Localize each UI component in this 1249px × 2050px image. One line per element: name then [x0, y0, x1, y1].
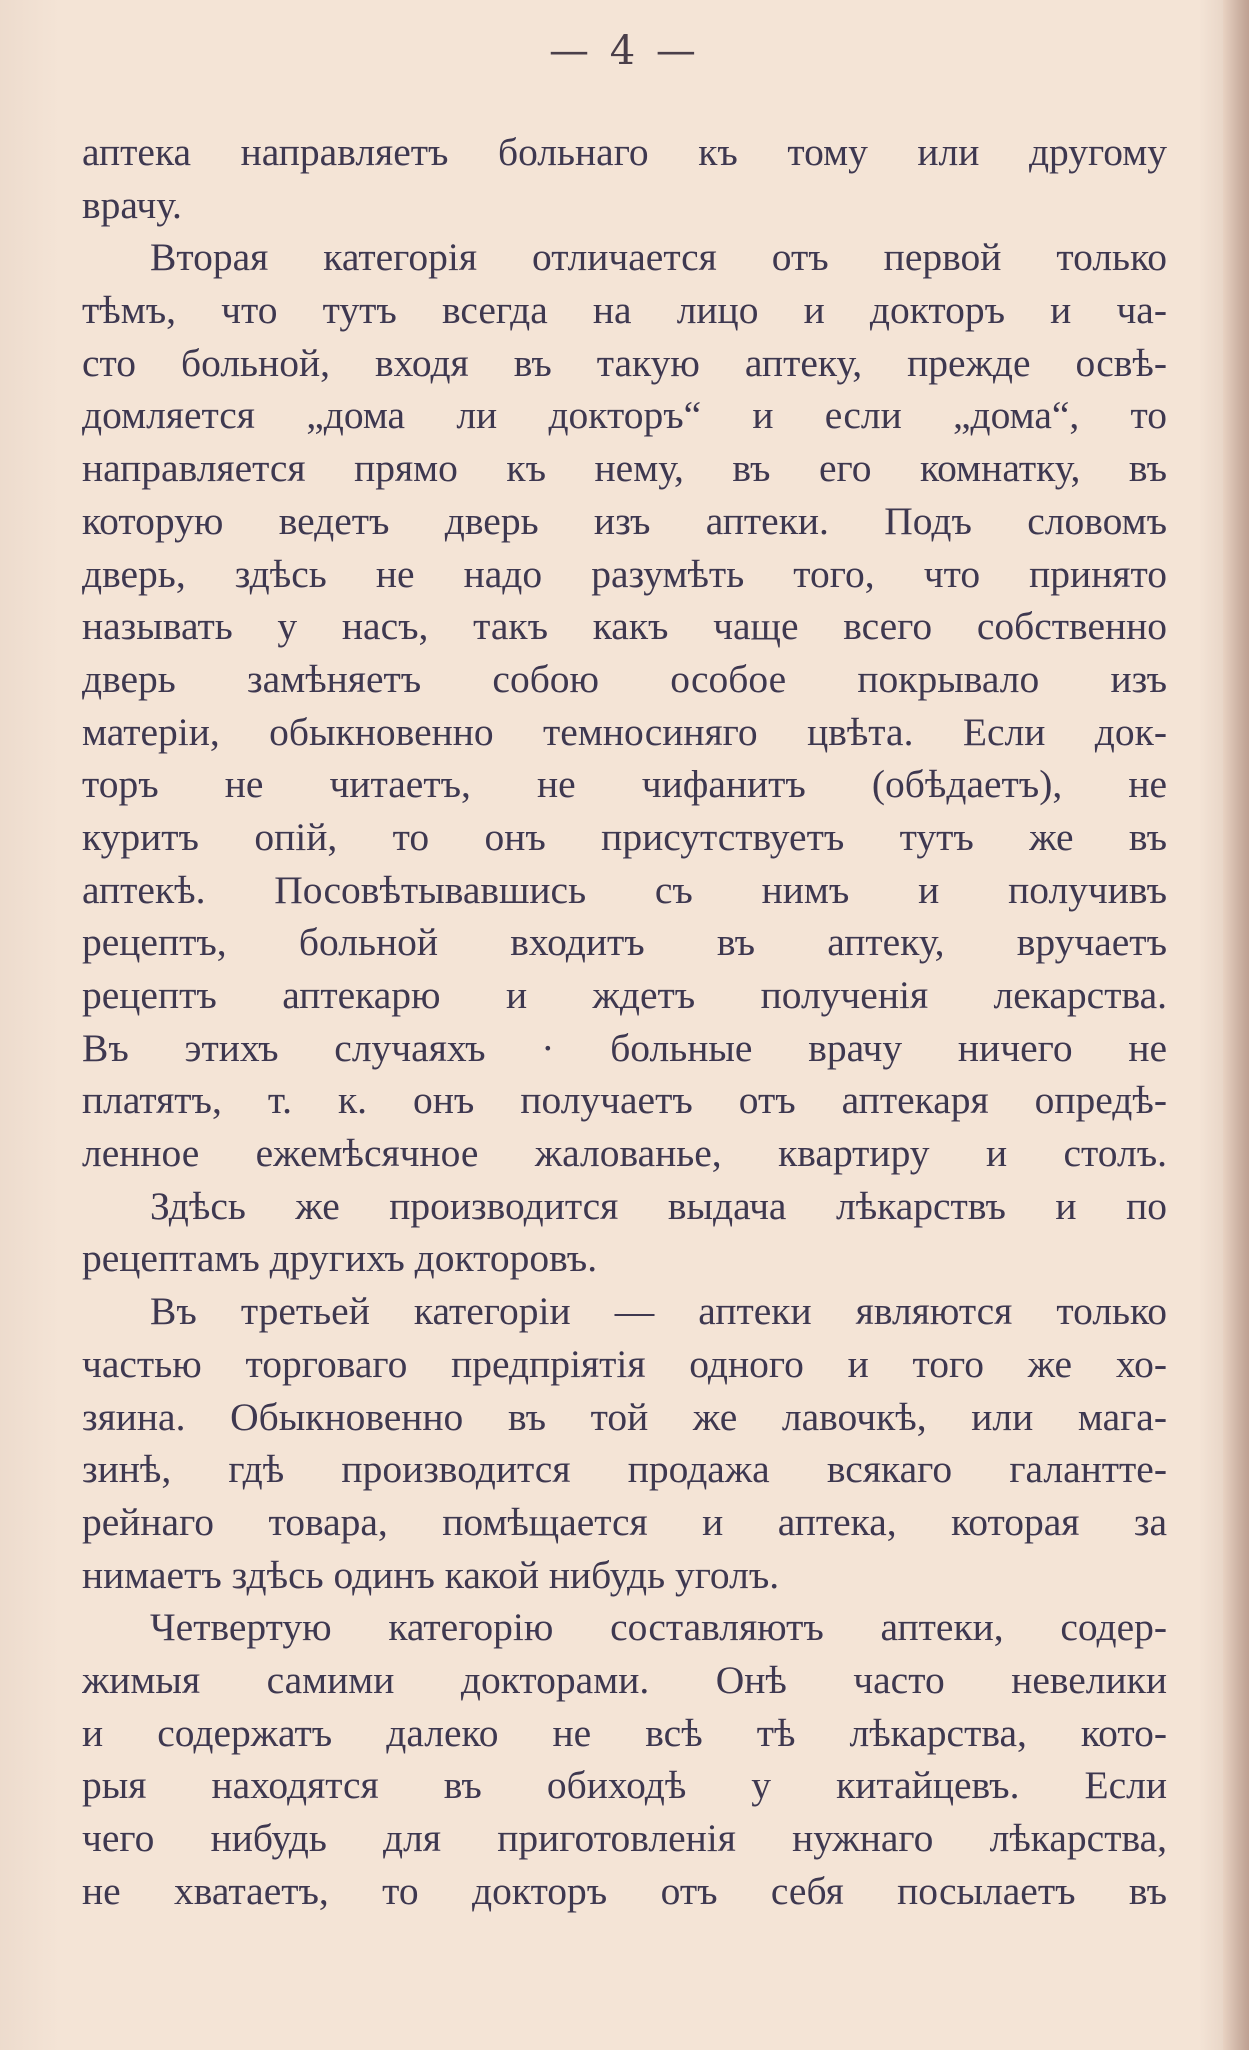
text-line: дверь, здѣсь не надо разумѣть того, что принято — [82, 551, 1167, 596]
body-text — [82, 126, 1167, 1917]
page-edge-shadow — [1223, 0, 1249, 2050]
text-line: куритъ опій, то онъ присутствуетъ тутъ же въ — [82, 814, 1167, 859]
text-line: ленное ежемѣсячное жалованье, квартиру и столъ. — [82, 1131, 1167, 1176]
text-line: домляется „дома ли докторъ“ и если „дома“, то — [82, 393, 1167, 438]
text-line: сто больной, входя въ такую аптеку, прежде освѣ- — [82, 340, 1167, 385]
text-line: зинѣ, гдѣ производится продажа всякаго галантте- — [82, 1447, 1167, 1492]
text-line: жимыя самими докторами. Онѣ часто невелики — [82, 1657, 1167, 1702]
page-number: — 4 — — [549, 28, 700, 74]
text-line: дверь замѣняетъ собою особое покрывало изъ — [82, 656, 1167, 701]
text-line: рецептамъ другихъ докторовъ. — [82, 1236, 598, 1281]
text-line: аптекѣ. Посовѣтывавшись съ нимъ и получивъ — [82, 867, 1167, 912]
text-line: нимаетъ здѣсь одинъ какой нибудь уголъ. — [82, 1552, 780, 1597]
text-line: рецептъ аптекарю и ждетъ полученія лекарства. — [82, 973, 1167, 1017]
text-line: аптека направляетъ больнаго къ тому или другому — [82, 130, 1167, 174]
text-line: не хватаетъ, то докторъ отъ себя посылаетъ въ — [82, 1868, 1167, 1913]
text-line: Вторая категорія отличается отъ первой только — [150, 235, 1167, 280]
text-line: матеріи, обыкновенно темносиняго цвѣта. Если док- — [82, 709, 1167, 754]
text-line: зяина. Обыкновенно въ той же лавочкѣ, или мага- — [82, 1394, 1167, 1439]
text-line: рыя находятся въ обиходѣ у китайцевъ. Если — [82, 1763, 1167, 1808]
text-line: врачу. — [82, 182, 182, 227]
text-line: платятъ, т. к. онъ получаетъ отъ аптекаря опредѣ- — [82, 1078, 1167, 1123]
text-line: Въ третьей категоріи — аптеки являются только — [150, 1289, 1167, 1334]
text-line: чего нибудь для приготовленія нужнаго лѣкарства, — [82, 1816, 1167, 1860]
text-line: торъ не читаетъ, не чифанитъ (обѣдаетъ), не — [82, 762, 1167, 807]
text-line: называть у насъ, такъ какъ чаще всего собственно — [82, 604, 1167, 649]
text-line: которую ведетъ дверь изъ аптеки. Подъ словомъ — [82, 498, 1167, 543]
text-line: Въ этихъ случаяхъ · больные врачу ничего не — [82, 1025, 1167, 1070]
text-line: Четвертую категорію составляютъ аптеки, содер- — [150, 1605, 1167, 1650]
text-line: частью торговаго предпріятія одного и того же хо- — [82, 1341, 1167, 1386]
text-line: рейнаго товара, помѣщается и аптека, которая за — [82, 1499, 1167, 1544]
text-line: и содержатъ далеко не всѣ тѣ лѣкарства, кото- — [82, 1710, 1167, 1755]
text-line: направляется прямо къ нему, въ его комнатку, въ — [82, 446, 1167, 491]
text-line: рецептъ, больной входитъ въ аптеку, вручаетъ — [82, 920, 1167, 965]
text-line: Здѣсь же производится выдача лѣкарствъ и по — [150, 1183, 1167, 1228]
text-line: тѣмъ, что тутъ всегда на лицо и докторъ и ча- — [82, 288, 1167, 333]
